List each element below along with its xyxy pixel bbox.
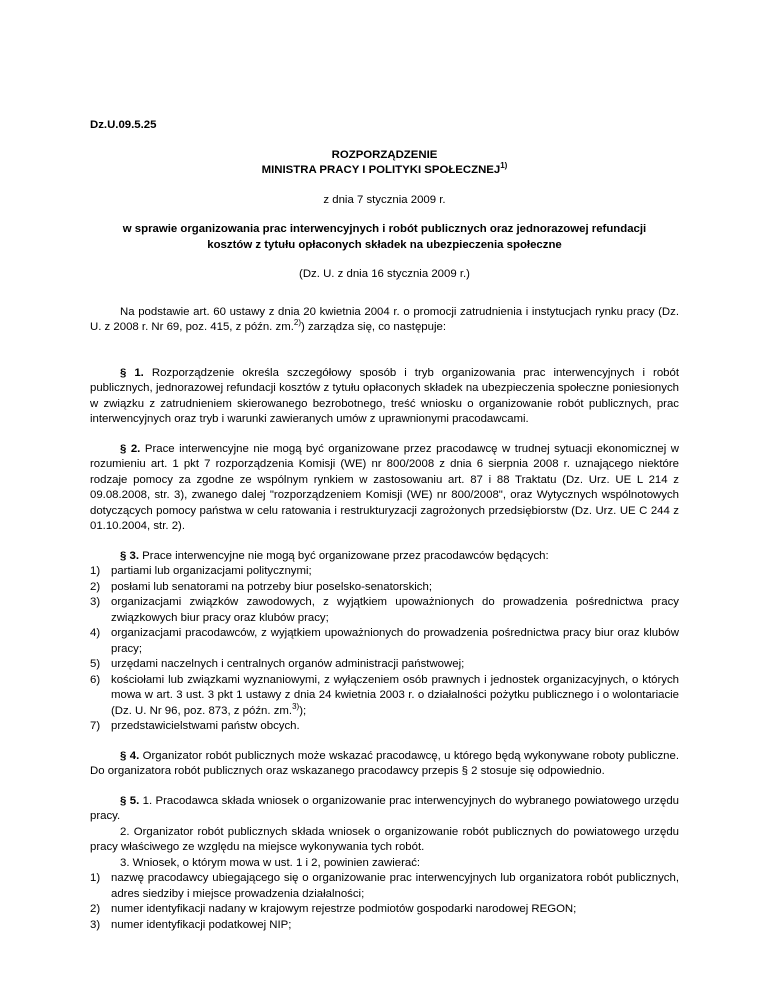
section-3 <box>90 549 679 565</box>
section-3-list <box>90 564 679 735</box>
issuer-name: MINISTRA PRACY I POLITYKI SPOŁECZNEJ <box>261 164 501 176</box>
document-page <box>90 118 679 933</box>
section-5 <box>90 794 679 825</box>
section-text: Rozporządzenie określa szczegółowy sposób i tryb organizowania prac interwencyjnych i robót publicznych, jednorazowej refundacji kosztów z tytułu opłaconych składek na ubezpieczenia społeczne poniesionych w związku z zatrudnieniem skierowanego bezrobotnego, treść wniosku o organizowanie robót publicznych, prac interwencyjnych oraz tryb i warunki zawieranych umów z uprawnionymi pracodawcami. <box>90 366 679 425</box>
list-item-number: 2) <box>90 580 101 593</box>
footnote-ref[interactable]: 3) <box>292 701 300 711</box>
list-item-number: 3) <box>90 918 101 931</box>
document-reference: Dz.U.09.5.25 <box>90 119 157 131</box>
section-label: § 2. <box>120 442 141 455</box>
list-item-text: numer identyfikacji podatkowej NIP; <box>111 918 292 931</box>
list-item <box>90 673 679 720</box>
list-item <box>90 719 679 735</box>
section-2 <box>90 442 679 535</box>
list-item-text: urzędami naczelnych i centralnych organów administracji państwowej; <box>111 658 465 670</box>
list-item-text: ); <box>299 704 307 717</box>
list-item-text: partiami lub organizacjami politycznymi; <box>111 565 312 577</box>
section-text: Prace interwencyjne nie mogą być organizowane przez pracodawców będących: <box>142 549 549 562</box>
section-5-paragraph-3: 3. Wniosek, o którym mowa w ust. 1 i 2, powinien zawierać: <box>120 856 421 869</box>
list-item-number: 3) <box>90 596 101 608</box>
list-item <box>90 871 679 902</box>
list-item-text: kościołami lub związkami wyznaniowymi, z wyłączeniem osób prawnych i jednostek organizacyjnych, o których mowa w art. 3 ust. 3 pkt 1 ustawy z dnia 24 kwietnia 2003 r. o działalności pożytku publicznego i o wolontariacie (Dz. U. Nr 96, poz. 873, z późn. zm. <box>111 673 679 717</box>
list-item <box>90 564 679 580</box>
preamble <box>90 305 679 336</box>
list-item-number: 5) <box>90 658 101 670</box>
section-label: § 3. <box>120 549 139 562</box>
section-label: § 1. <box>120 366 144 379</box>
issuer-heading <box>90 163 679 179</box>
footnote-ref[interactable]: 1) <box>500 161 508 171</box>
subject-line: w sprawie organizowania prac interwencyjnych i robót publicznych oraz jednorazowej refundacji <box>122 223 647 235</box>
section-text: Organizator robót publicznych może wskazać pracodawcę, u którego będą wykonywane roboty publiczne. Do organizatora robót publicznych oraz wskazanego pracodawcy przepis § 2 stosuje się odpowiednio. <box>90 749 680 777</box>
regulation-heading: ROZPORZĄDZENIE <box>331 148 438 161</box>
section-5-list <box>90 871 679 933</box>
publication-info: (Dz. U. z dnia 16 stycznia 2009 r.) <box>299 268 470 280</box>
list-item-number: 1) <box>90 565 101 577</box>
preamble-text: ) zarządza się, co następuje: <box>301 321 446 333</box>
footnote-ref[interactable]: 2) <box>293 318 301 328</box>
subject-line: kosztów z tytułu opłaconych składek na ubezpieczenia społeczne <box>207 238 562 251</box>
section-label: § 4. <box>120 749 140 762</box>
list-item-number: 6) <box>90 673 101 686</box>
list-item-text: nazwę pracodawcy ubiegającego się o organizowanie prac interwencyjnych lub organizatora robót publicznych, adres siedziby i miejsce prowadzenia działalności; <box>111 872 679 900</box>
list-item <box>90 918 679 934</box>
list-item-text: numer identyfikacji nadany w krajowym rejestrze podmiotów gospodarki narodowej REGON; <box>111 903 577 915</box>
preamble-text: Na podstawie art. 60 ustawy z dnia 20 kwietnia 2004 r. o promocji zatrudnienia i instytucjach rynku pracy (Dz. U. z 2008 r. Nr 69, poz. 415, z późn. zm. <box>90 305 679 333</box>
list-item-text: przedstawicielstwami państw obcych. <box>111 720 300 732</box>
section-1 <box>90 366 679 428</box>
section-5-paragraph-2: 2. Organizator robót publicznych składa wniosek o organizowanie robót publicznych do powiatowego urzędu pracy właściwego ze względu na miejsce wykonywania tych robót. <box>90 825 679 853</box>
list-item-number: 7) <box>90 720 101 732</box>
regulation-date: z dnia 7 stycznia 2009 r. <box>323 193 446 206</box>
section-4 <box>90 749 679 780</box>
list-item <box>90 580 679 596</box>
list-item <box>90 657 679 673</box>
regulation-subject <box>90 222 679 253</box>
list-item-text: posłami lub senatorami na potrzeby biur poselsko-senatorskich; <box>111 580 432 593</box>
list-item-number: 1) <box>90 872 101 884</box>
section-text: Prace interwencyjne nie mogą być organizowane przez pracodawcę w trudnej sytuacji ekonomicznej w rozumieniu art. 1 pkt 7 rozporządzenia Komisji (WE) nr 800/2008 z dnia 6 sierpnia 2008 r. uznającego niektóre rodzaje pomocy za zgodne ze wspólnym rynkiem w zastosowaniu art. 87 i 88 Traktatu (Dz. Urz. UE L 214 z 09.08.2008, str. 3), zwanego dalej "rozporządzeniem Komisji (WE) nr 800/2008", oraz Wytycznych wspólnotowych dotyczących pomocy państwa w celu ratowania i restrukturyzacji zagrożonych przedsiębiorstw (Dz. Urz. UE C 244 z 01.10.2004, str. 2). <box>90 442 680 532</box>
list-item-number: 4) <box>90 627 101 639</box>
list-item-text: organizacjami związków zawodowych, z wyjątkiem upoważnionych do prowadzenia pośrednictwa pracy związkowych biur pracy oraz klubów pracy; <box>111 596 679 624</box>
section-text: 1. Pracodawca składa wniosek o organizowanie prac interwencyjnych do wybranego powiatowego urzędu pracy. <box>90 794 679 822</box>
list-item <box>90 595 679 626</box>
list-item-number: 2) <box>90 903 101 915</box>
list-item-text: organizacjami pracodawców, z wyjątkiem upoważnionych do prowadzenia pośrednictwa pracy biur oraz klubów pracy; <box>111 627 679 655</box>
list-item <box>90 626 679 657</box>
section-label: § 5. <box>120 794 140 807</box>
list-item <box>90 902 679 918</box>
